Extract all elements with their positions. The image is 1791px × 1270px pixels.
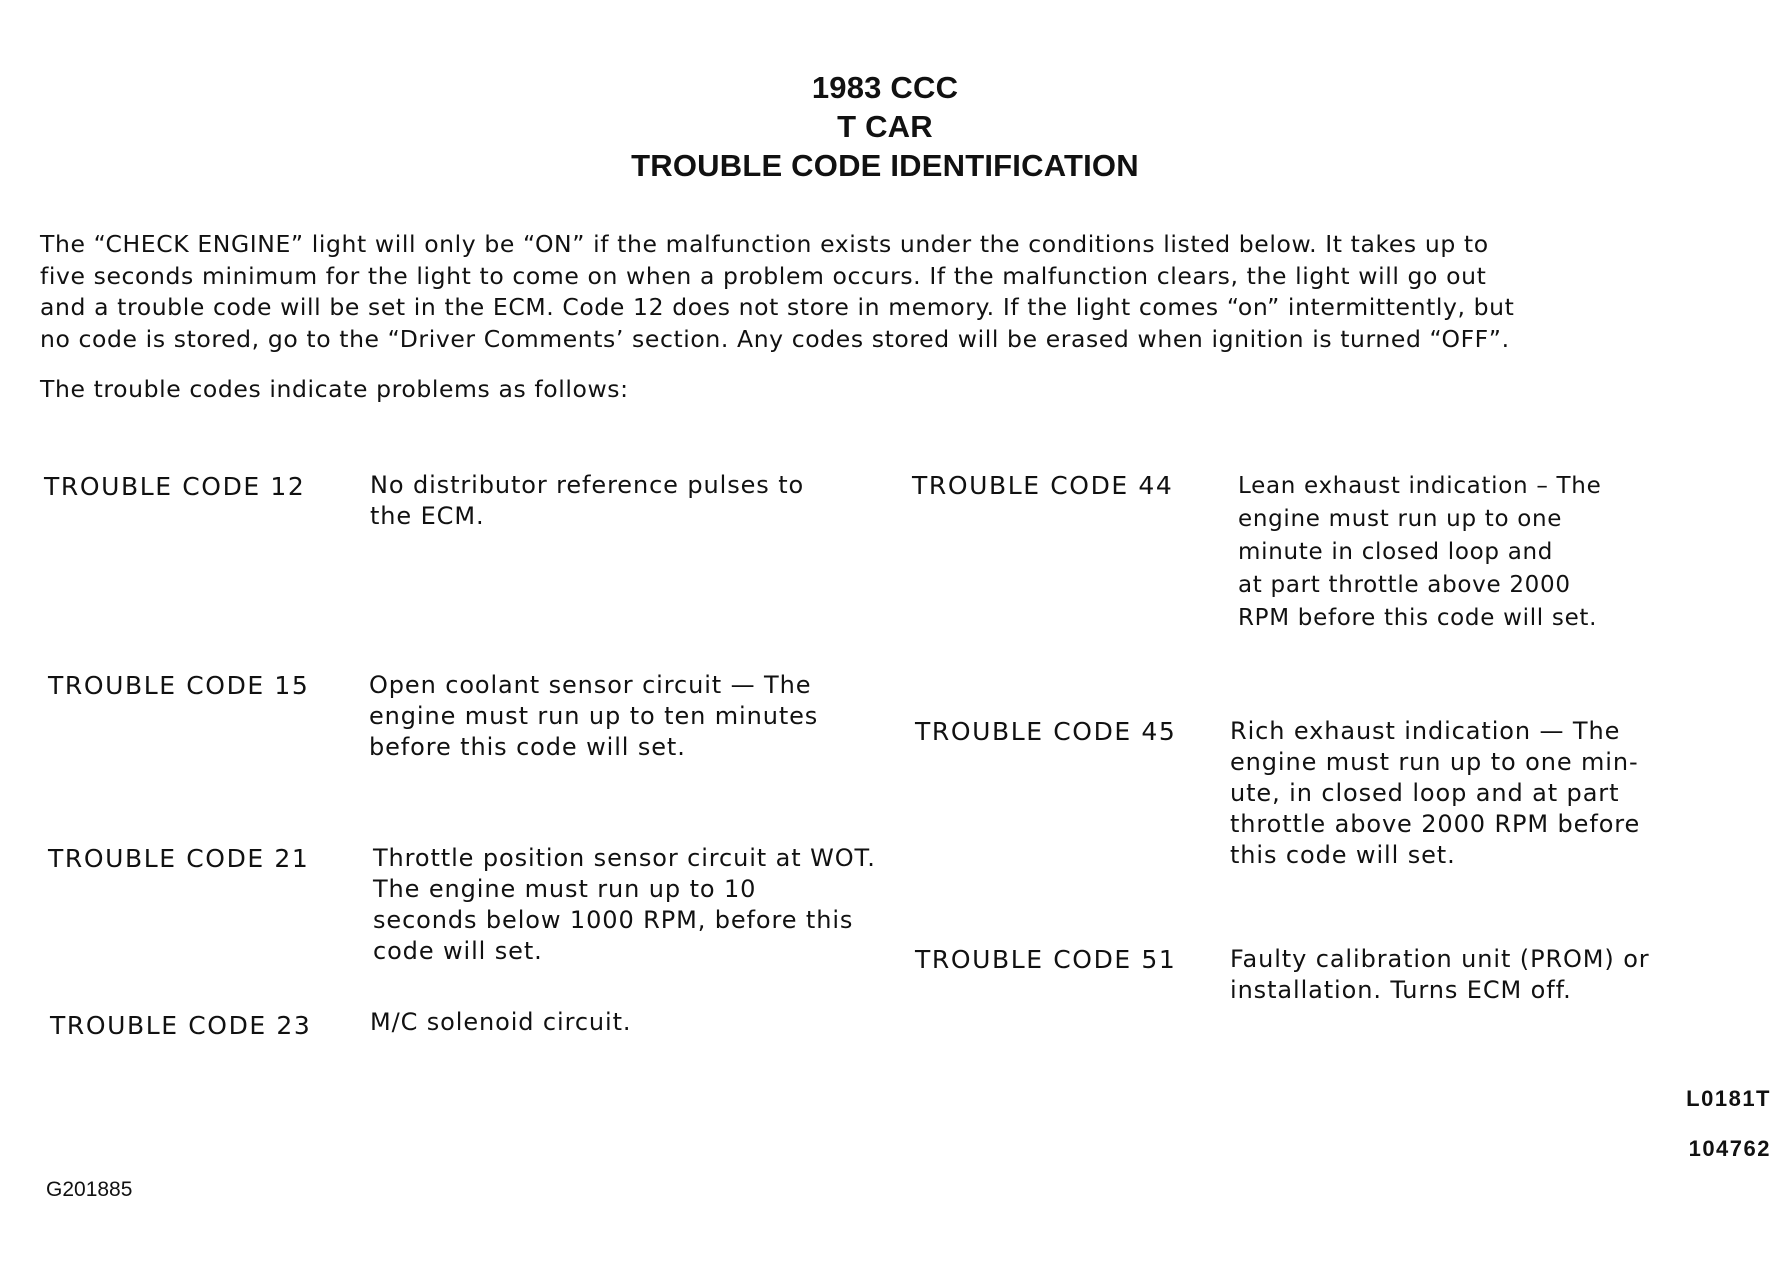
code-description: Throttle position sensor circuit at WOT. The engine must run up to 10 seconds below 1000 RPM, before this code will set. (373, 844, 876, 965)
code-label: TROUBLE CODE 21 (48, 844, 310, 873)
code-description: Open coolant sensor circuit — The engine must run up to ten minutes before this code will set. (369, 671, 819, 761)
intro-paragraph: The “CHECK ENGINE” light will only be “ON” if the malfunction exists under the conditions listed below. It takes up to five seconds minimum for the light to come on when a problem occurs. If the malfunction clears, the light will go out and a trouble code will be set in the ECM. Code 12 does not store in memory. If the light comes “on” intermittently, but no code is stored, go to the “Driver Comments’ section. Any codes stored will be erased when ignition is turned “OFF”. (40, 230, 1515, 353)
code-description: Lean exhaust indication – The engine must run up to one minute in closed loop and at part throttle above 2000 RPM before this code will set. (1238, 473, 1602, 631)
figure-id: G201885 (46, 1178, 133, 1201)
title-year: 1983 CCC (811, 70, 959, 105)
page-title: TROUBLE CODE IDENTIFICATION (631, 148, 1139, 183)
code-description: M/C solenoid circuit. (370, 1008, 632, 1036)
title-car: T CAR (837, 109, 933, 144)
code-label: TROUBLE CODE 15 (48, 671, 310, 700)
code-description: Rich exhaust indication — The engine must run up to one min- ute, in closed loop and at part throttle above 2000 RPM before this code will set. (1230, 717, 1641, 869)
code-label: TROUBLE CODE 44 (912, 471, 1174, 500)
code-label: TROUBLE CODE 12 (44, 472, 306, 501)
code-description: No distributor reference pulses to the ECM. (370, 471, 805, 530)
reference-number: 104762 (1688, 1136, 1771, 1161)
code-label: TROUBLE CODE 45 (915, 717, 1177, 746)
code-label: TROUBLE CODE 23 (50, 1011, 312, 1040)
intro-lead: The trouble codes indicate problems as follows: (40, 375, 629, 403)
code-label: TROUBLE CODE 51 (915, 945, 1177, 974)
code-description: Faulty calibration unit (PROM) or installation. Turns ECM off. (1230, 945, 1650, 1004)
reference-code: L0181T (1686, 1086, 1771, 1111)
